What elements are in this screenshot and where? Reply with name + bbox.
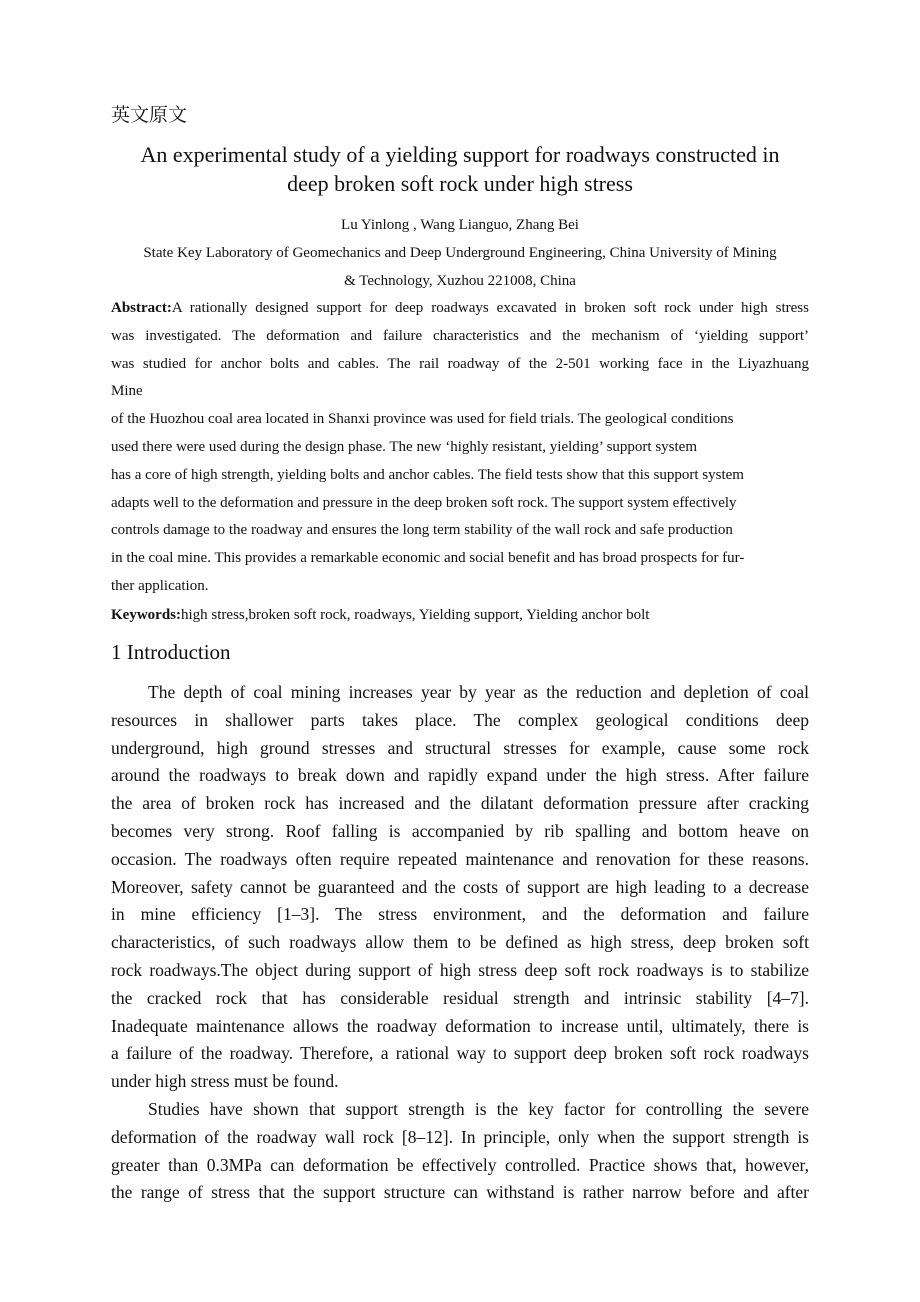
abstract-line: has a core of high strength, yielding bolts and anchor cables. The field tests show that this support system	[111, 466, 744, 483]
paragraph-line: becomes very strong. Roof falling is accompanied by rib spalling and bottom heave on	[111, 820, 809, 841]
abstract-line: controls damage to the roadway and ensures the long term stability of the wall rock and safe production	[111, 522, 733, 539]
paper-title	[97, 140, 823, 198]
keywords-label: Keywords:	[111, 607, 181, 623]
paragraph-line: around the roadways to break down and rapidly expand under the high stress. After failure	[111, 765, 809, 786]
section-title: 1 Introduction	[111, 640, 231, 664]
title-line: deep broken soft rock under high stress	[287, 171, 633, 196]
paragraph-line: deformation of the roadway wall rock [8–12]. In principle, only when the support strength is	[111, 1126, 809, 1147]
paragraph-line: the area of broken rock has increased and the dilatant deformation pressure after cracking	[111, 793, 809, 814]
section-heading-chinese: 英文原文	[111, 104, 188, 126]
paragraph-line: greater than 0.3MPa can deformation be effectively controlled. Practice shows that, however,	[111, 1154, 809, 1175]
abstract	[111, 295, 809, 601]
abstract-line: of the Huozhou coal area located in Shanxi province was used for field trials. The geological conditions	[111, 411, 734, 428]
paragraph-line: occasion. The roadways often require repeated maintenance and renovation for these reasons.	[111, 848, 809, 869]
abstract-line: Abstract:A rationally designed support for deep roadways excavated in broken soft rock under high stress	[111, 300, 809, 316]
affiliation-line: & Technology, Xuzhou 221008, China	[344, 273, 576, 289]
affiliation-line: State Key Laboratory of Geomechanics and Deep Underground Engineering, China University of Mining	[143, 245, 777, 261]
abstract-line: adapts well to the deformation and pressure in the deep broken soft rock. The support system effectively	[111, 494, 737, 511]
title-line: An experimental study of a yielding support for roadways constructed in	[140, 142, 780, 167]
affiliation	[111, 239, 809, 295]
paragraph-line: the cracked rock that has considerable residual strength and intrinsic stability [4–7].	[111, 987, 809, 1008]
paragraph-line: under high stress must be found.	[111, 1071, 339, 1092]
paragraph-line: Studies have shown that support strength is the key factor for controlling the severe	[148, 1099, 809, 1119]
paragraph-line: underground, high ground stresses and structural stresses for example, cause some rock	[111, 737, 809, 758]
paragraph-line: in mine efficiency [1–3]. The stress environment, and the deformation and failure	[111, 904, 809, 925]
paragraph-line: rock roadways.The object during support of high stress deep soft rock roadways is to stabilize	[111, 959, 809, 980]
paragraph-line: The depth of coal mining increases year by year as the reduction and depletion of coal	[148, 682, 809, 702]
paragraph-line: Moreover, safety cannot be guaranteed and the costs of support are high leading to a decrease	[111, 876, 809, 897]
paragraph-2	[111, 1096, 809, 1207]
abstract-line: in the coal mine. This provides a remarkable economic and social benefit and has broad prospects for fur-	[111, 550, 745, 567]
keywords-text: high stress,broken soft rock, roadways, Yielding support, Yielding anchor bolt	[181, 607, 650, 623]
abstract-label: Abstract:	[111, 300, 172, 316]
paragraph-line: a failure of the roadway. Therefore, a rational way to support deep broken soft rock roadways	[111, 1043, 809, 1064]
paragraph-1	[111, 679, 809, 1096]
abstract-line: used there were used during the design phase. The new ‘highly resistant, yielding’ support system	[111, 438, 697, 455]
paragraph-line: the range of stress that the support structure can withstand is rather narrow before and after	[111, 1182, 809, 1203]
paragraph-line: Inadequate maintenance allows the roadway deformation to increase until, ultimately, there is	[111, 1015, 809, 1036]
abstract-line: Mine	[111, 383, 143, 400]
abstract-line: ther application.	[111, 577, 209, 594]
abstract-line: was studied for anchor bolts and cables. The rail roadway of the 2-501 working face in the Liyazhuang	[111, 355, 809, 372]
authors: Lu Yinlong , Wang Lianguo, Zhang Bei	[341, 217, 579, 233]
paragraph-line: characteristics, of such roadways allow them to be defined as high stress, deep broken soft	[111, 932, 809, 953]
abstract-line: was investigated. The deformation and failure characteristics and the mechanism of ‘yielding support’	[111, 327, 809, 344]
paragraph-line: resources in shallower parts takes place. The complex geological conditions deep	[111, 709, 809, 730]
keywords	[111, 601, 809, 629]
